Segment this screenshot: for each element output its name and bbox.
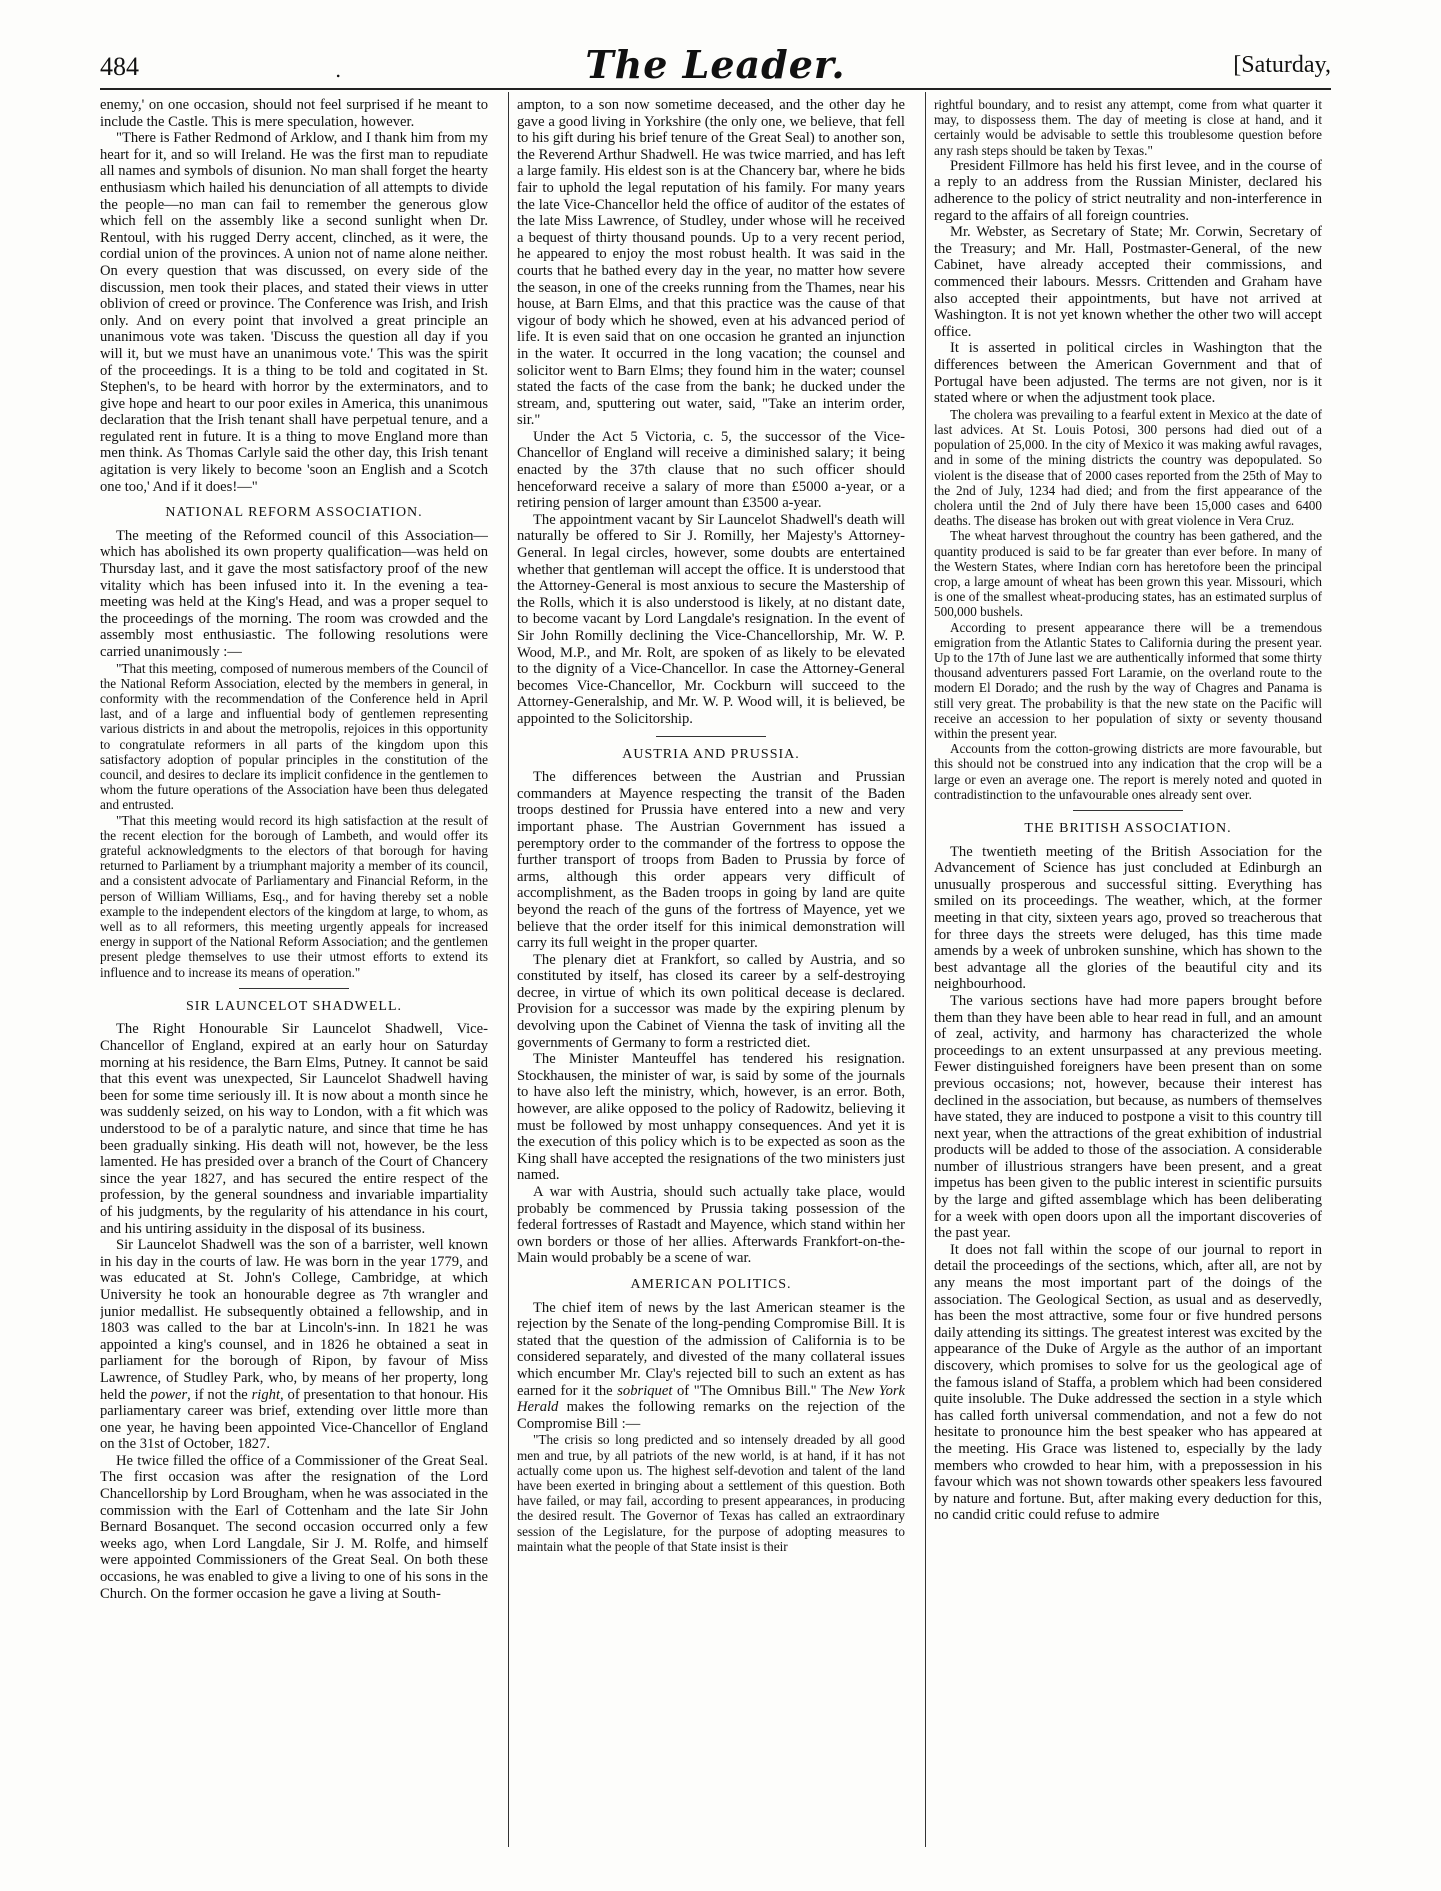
col2-paragraph: The Minister Manteuffel has tendered his resignation. Stockhausen, the minister of war, is said by some of the journals to have also left the ministry, which, however, is an error. Both, however, are alike opposed to the policy of Radowitz, believing it must be followed by most unhappy consequences. And yet it is the execution of this policy which is to be expected as soon as the King shall have accepted the resignations of the two ministers just named. xyxy=(517,1051,905,1184)
col2-paragraph: A war with Austria, should such actually take place, would probably be commenced by Prussia taking possession of the federal fortresses of Rastadt and Mayence, which stand within her own borders or those of her allies. Afterwards Frankfort-on-the-Main would probably be a scene of war. xyxy=(517,1184,905,1267)
column-1 xyxy=(100,97,488,1847)
col3-paragraph: The cholera was prevailing to a fearful extent in Mexico at the date of last advices. At St. Louis Potosi, 300 persons had died out of a population of 25,000. In the city of Mexico it was making awful ravages, and in some of the mining districts the country was depopulated. So violent is the disease that of 2000 cases reported from the 25th of May to the 2nd of July, 1234 had died; and from the first appearance of the cholera until the 2nd of July there have been 15,000 cases and 6400 deaths. The disease has broken out with great violence in Vera Cruz. xyxy=(934,406,1322,529)
page-header xyxy=(100,40,1331,86)
col1-paragraph: "There is Father Redmond of Arklow, and I thank him from my heart for it, and so will Ireland. He was the first man to repudiate all names and symbols of disunion. No man shall forget the hearty enthusiasm which hailed his denunciation of all attempts to divide the people—no man can fail to remember the generous glow which fell on the assembly like a second sunlight when Dr. Rentoul, with his rugged Derry accent, clinched, as it were, the cordial union of the provinces. A union not of name alone neither. On every question that was discussed, on every side of the discussion, men took their places, and stated their views in utter oblivion of creed or province. The Conference was Irish, and Irish only. And on every point that involved a great principle an unanimous vote was taken. 'Discuss the question all day if you will it, but we must have an unanimous vote.' This was the spirit of the proceedings. It is a thing to be told and cogitated in St. Stephen's, to be heard with horror by the exterminators, and to give hope and heart to our poor exiles in America, this unanimous declaration that the Irish tenant shall have perpetual tenure, and a regulated rent in future. It is a thing to move England more than men think. As Thomas Carlyle said the other day, this Irish tenant agitation is very likely to become 'soon an English and a Scotch one too,' And if it does!—" xyxy=(100,130,488,495)
text-run: The chief item of news by the last American steamer is the rejection by the Senate of the long-pending Compromise Bill. It is stated that the question of the admission of California is to be considered separately, and divested of the many collateral issues which encumber Mr. Clay's rejected bill to such an extent as has earned for it the xyxy=(517,1299,905,1399)
col3-paragraph: The various sections have had more papers brought before them than they have been able to hear read in full, and an amount of zeal, activity, and harmony has characterized the whole proceedings to an extent unsurpassed at any previous meeting. Fewer distinguished foreigners have been present than on some previous occasions; not, however, because their interest has declined in the association, but because, as numbers of themselves have stated, they are induced to postpone a visit to this country till next year, when the attractions of the great exhibition of industrial products will be added to those of the association. A considerable number of illustrious strangers have been present, and a great impetus has been given to the public interest in scientific pursuits by the large and gifted assemblage which has been deliberating for a week with open doors upon all the important discoveries of the past year. xyxy=(934,992,1322,1242)
header-day: [Saturday, xyxy=(1233,52,1331,78)
col2-paragraph: The appointment vacant by Sir Launcelot Shadwell's death will naturally be offered to Sir J. Romilly, her Majesty's Attorney-General. In legal circles, however, some doubts are entertained whether that gentleman will accept the office. It is understood that the Attorney-General is most anxious to secure the Mastership of the Rolls, which it is also understood is likely, at no distant date, to become vacant by Lord Langdale's resignation. In the event of Sir John Romilly declining the Vice-Chancellorship, Mr. W. P. Wood, M.P., and Mr. Rolt, are spoken of as likely to be elevated to the dignity of a Vice-Chancellor. In case the Attorney-General becomes Vice-Chancellor, Mr. Cockburn will succeed to the Attorney-Generalship, and Mr. W. P. Wood will, it is believed, be appointed to the Solicitorship. xyxy=(517,511,905,727)
section-rule xyxy=(1073,810,1183,811)
col1-paragraph: The meeting of the Reformed council of this Association—which has abolished its own property qualification—was held on Thursday last, and it gave the most satisfactory proof of the new vitality which has been infused into it. In the evening a tea-meeting was held at the King's Head, and was a proper sequel to the proceedings of the morning. The room was crowded and the assembly most enthusiastic. The following resolutions were carried unanimously :— xyxy=(100,527,488,660)
section-title-austria-prussia: AUSTRIA AND PRUSSIA. xyxy=(622,746,800,762)
col1-continuation: enemy,' on one occasion, should not feel surprised if he meant to include the Castle. This is mere speculation, however. xyxy=(100,97,488,130)
col3-paragraph: It does not fall within the scope of our journal to report in detail the proceedings of the sections, which, after all, are not by any means the most important part of the doings of the association. The Geological Section, as usual and as deservedly, has been the most attractive, some four or five hundred persons daily attending its sittings. The greatest interest was excited by the appearance of the Duke of Argyle as the author of an important discovery, which promises to solve for us the geological age of the famous island of Staffa, a problem which had been considered quite insoluble. The Duke addressed the section in a style which has called forth universal commendation, and not a few do not hesitate to pronounce him the best speaker who has appeared at the meeting. His Grace was listened to, especially by the lady members who crowded to hear him, with a prepossession in his favour which was not shown towards other speakers less favoured by nature and fortune. But, after making every deduction for this, no candid critic could refuse to admire xyxy=(934,1241,1322,1524)
section-title-british-association: THE BRITISH ASSOCIATION. xyxy=(1024,821,1232,836)
col1-resolution: "That this meeting, composed of numerous members of the Council of the National Reform Association, elected by the members in general, in conformity with the recommendation of the Conference held in April last, and of a large and influential body of gentlemen representing various districts in and about the metropolis, rejoices in this opportunity to congratulate reformers in all parts of the kingdom upon this satisfactory adoption of popular principles in the constitution of the council, and desires to declare its implicit confidence in the gentlemen to whom the future operations of the Association have been thus delegated and entrusted. xyxy=(100,660,488,813)
col3-continuation: rightful boundary, and to resist any attempt, come from what quarter it may, to dispossess them. The day of meeting is close at hand, and it certainly would be advisable to settle this troublesome question before any rash steps should be taken by Texas." xyxy=(934,97,1322,158)
text-run: of "The Omnibus Bill." The xyxy=(677,1382,844,1399)
section-rule xyxy=(239,988,349,989)
header-rule xyxy=(100,88,1331,90)
masthead-title: The Leader. xyxy=(585,42,846,87)
col3-paragraph: It is asserted in political circles in Washington that the differences between the American Government and that of Portugal have been adjusted. The terms are not given, nor is it stated where or when the adjustment took place. xyxy=(934,340,1322,407)
column-divider-2 xyxy=(925,92,926,1847)
section-title-american-politics: AMERICAN POLITICS. xyxy=(630,1276,792,1292)
section-title-shadwell: SIR LAUNCELOT SHADWELL. xyxy=(185,998,402,1014)
italic-word: sobriquet xyxy=(617,1382,673,1399)
col3-paragraph: President Fillmore has held his first levee, and in the course of a reply to an address from the Russian Minister, declared his adherence to the policy of strict neutrality and non-interference in regard to the affairs of all foreign countries. xyxy=(934,157,1322,224)
page-number: 484 xyxy=(100,52,139,81)
italic-word: right xyxy=(251,1386,281,1403)
text-run: makes the following remarks on the rejection of the Compromise Bill :— xyxy=(517,1399,905,1432)
col2-paragraph: The plenary diet at Frankfort, so called by Austria, and so constituted by itself, has closed its career by a self-destroying decree, in virtue of which its own political decease is declared. Provision for a successor was made by the expiring plenum by devolving upon the Cabinet of Vienna the task of inviting all the governments of Germany to form a restricted diet. xyxy=(517,951,905,1051)
col1-resolution: "That this meeting would record its high satisfaction at the result of the recent election for the borough of Lambeth, and would offer its grateful acknowledgments to the electors of that borough for having returned to Parliament by a triumphant majority a member of its council, and a consistent advocate of Parliamentary and Financial Reform, in the person of William Williams, Esq., and for having thereby set a noble example to the independent electors of the kingdom at large, to whom, as well as to all reformers, this meeting urgently appeals for increased energy in support of the National Reform Association; and the gentlemen present pledge themselves to use their utmost efforts to extend its influence and to increase its means of operation." xyxy=(100,812,488,980)
col2-quote: "The crisis so long predicted and so intensely dreaded by all good men and true, by all patriots of the new world, is at hand, if it has not actually come upon us. The highest self-devotion and talent of the land have been exerted in bringing about a settlement of this question. Both have failed, or may fail, according to present appearances, in producing the desired result. The Governor of Texas has called an extraordinary session of the Legislature, for the purpose of adopting measures to maintain what the people of that State insist is their xyxy=(517,1432,905,1554)
header-separator: . xyxy=(335,58,342,82)
text-run: , of presentation to that honour. His parliamentary career was brief, extending over little more than one year, he having been appointed Vice-Chancellor of England on the 31st of October, 1827. xyxy=(100,1386,488,1453)
column-3 xyxy=(934,97,1322,1847)
italic-word: New York Herald xyxy=(517,1382,905,1416)
col2-paragraph: Under the Act 5 Victoria, c. 5, the successor of the Vice-Chancellor of England will receive a diminished salary; it being enacted by the 37th clause that no such officer should henceforward receive a salary of more than £5000 a-year, or a retiring pension of larger amount than £3500 a-year. xyxy=(517,428,905,512)
col2-paragraph: The differences between the Austrian and Prussian commanders at Mayence respecting the transit of the Baden troops destined for Prussia have entered into a new and very important phase. The Austrian Government has issued a peremptory order to the commander of the fortress to oppose the further transport of troops from Baden to Prussia by force of arms, although this order appears very difficult of accomplishment, as the Baden troops in going by land are quite beyond the reach of the guns of the fortress of Mayence, yet we believe that the order itself for this inimical demonstration will carry its full weight in the proper quarter. xyxy=(517,769,905,952)
col3-paragraph: Mr. Webster, as Secretary of State; Mr. Corwin, Secretary of the Treasury; and Mr. Hall, Postmaster-General, of the new Cabinet, have already accepted their commissions, and commenced their labours. Messrs. Crittenden and Graham have also accepted their appointments, but have not arrived at Washington. It is not yet known whether the other two will accept office. xyxy=(934,224,1322,340)
col3-paragraph: The wheat harvest throughout the country has been gathered, and the quantity produced is said to be far greater than ever before. In many of the Western States, where Indian corn has heretofore been the principal crop, a large amount of wheat has been grown this year. Missouri, which is one of the smallest wheat-producing states, has an estimated surplus of 500,000 bushels. xyxy=(934,528,1322,620)
col1-paragraph: The Right Honourable Sir Launcelot Shadwell, Vice-Chancellor of England, expired at an early hour on Saturday morning at his residence, the Barn Elms, Putney. It cannot be said that this event was unexpected, Sir Launcelot Shadwell having been for some time seriously ill. It is now about a month since he was suddenly seized, on his way to London, with a fit which was understood to be of a paralytic nature, and since that time he has been gradually sinking. His death will not, however, be the less lamented. He has presided over a branch of the Court of Chancery since the year 1827, and has secured the entire respect of the profession, by the general soundness and invariable impartiality of his judgments, by the regularity of his attendance in his court, and his untiring assiduity in the disposal of its business. xyxy=(100,1021,488,1237)
column-divider-1 xyxy=(508,92,509,1847)
text-run: Sir Launcelot Shadwell was the son of a barrister, well known in his day in the courts of law. He was born in the year 1779, and was educated at St. John's College, Cambridge, at which University he took an honourable degree as 7th wrangler and junior medallist. He subsequently obtained a fellowship, and in 1803 was called to the bar at Lincoln's-inn. In 1821 he was appointed a king's counsel, and in 1826 he obtained a seat in parliament for the borough of Ripon, by favour of Miss Lawrence, of Studley Park, who, by means of her property, long held the xyxy=(100,1237,488,1403)
col2-paragraph xyxy=(517,1300,905,1433)
section-title-national-reform: NATIONAL REFORM ASSOCIATION. xyxy=(165,505,423,521)
col1-paragraph: He twice filled the office of a Commissioner of the Great Seal. The first occasion was after the resignation of the Lord Chancellorship by Lord Brougham, when he was associated in the commission with the Earl of Cottenham and the late Sir John Bernard Bosanquet. The second occasion occurred only a few weeks ago, when Lord Langdale, Sir J. M. Rolfe, and himself were appointed Commissioners of the Great Seal. On both these occasions, he was enabled to give a living to one of his sons in the Church. On the former occasion he gave a living at South- xyxy=(100,1452,488,1602)
column-2 xyxy=(517,97,905,1847)
col3-paragraph: Accounts from the cotton-growing districts are more favourable, but this should not be construed into any indication that the crop will be a large or even an average one. The report is merely noted and quoted in contradistinction to the unfavourable ones already sent over. xyxy=(934,741,1322,802)
col3-paragraph: According to present appearance there will be a tremendous emigration from the Atlantic States to California during the present year. Up to the 17th of June last we are authentically informed that some thirty thousand adventurers passed Fort Laramie, on the overland route to the modern El Dorado; and the rush by the way of Chagres and Panama is still very great. The probability is that the new state on the Pacific will receive an accession to her population of sixty or seventy thousand within the present year. xyxy=(934,619,1322,741)
section-rule xyxy=(656,736,766,737)
col2-continuation: ampton, to a son now sometime deceased, and the other day he gave a good living in Yorkshire (the only one, we believe, that fell to his gift during his brief tenure of the Great Seal) to another son, the Reverend Arthur Shadwell. He was twice married, and has left a large family. His eldest son is at the Chancery bar, where he bids fair to uphold the legal reputation of his family. For many years the late Vice-Chancellor held the office of auditor of the estates of the late Miss Lawrence, of Studley, under whose will he received a bequest of thirty thousand pounds. Up to a very recent period, he appeared to enjoy the most robust health. It was said in the courts that he bathed every day in the year, no matter how severe the season, in one of the creeks running from the Thames, near his house, at Barn Elms, and that this practice was the cause of that vigour of body which he showed, even at his advanced period of life. It is even said that on one occasion he granted an injunction in the water. It occurred in the long vacation; the counsel and solicitor went to Barn Elms; they found him in the water; counsel stated the facts of the case from the bank; he ducked under the stream, and, sputtering out water, said, "Take an interim order, sir." xyxy=(517,97,905,429)
italic-word: power xyxy=(150,1386,188,1403)
col1-paragraph xyxy=(100,1237,488,1453)
col3-paragraph: The twentieth meeting of the British Association for the Advancement of Science has just concluded at Edinburgh an unusually prosperous and successful sitting. Everything has smiled on its proceedings. The weather, which, at the former meeting in that city, sixteen years ago, proved so treacherous that for three days the streets were deluged, has this time made amends by a week of unbroken sunshine, which has shown to the best advantage all the glories of the beautiful city and its neighbourhood. xyxy=(934,843,1322,993)
text-run: , if not the xyxy=(187,1386,248,1403)
